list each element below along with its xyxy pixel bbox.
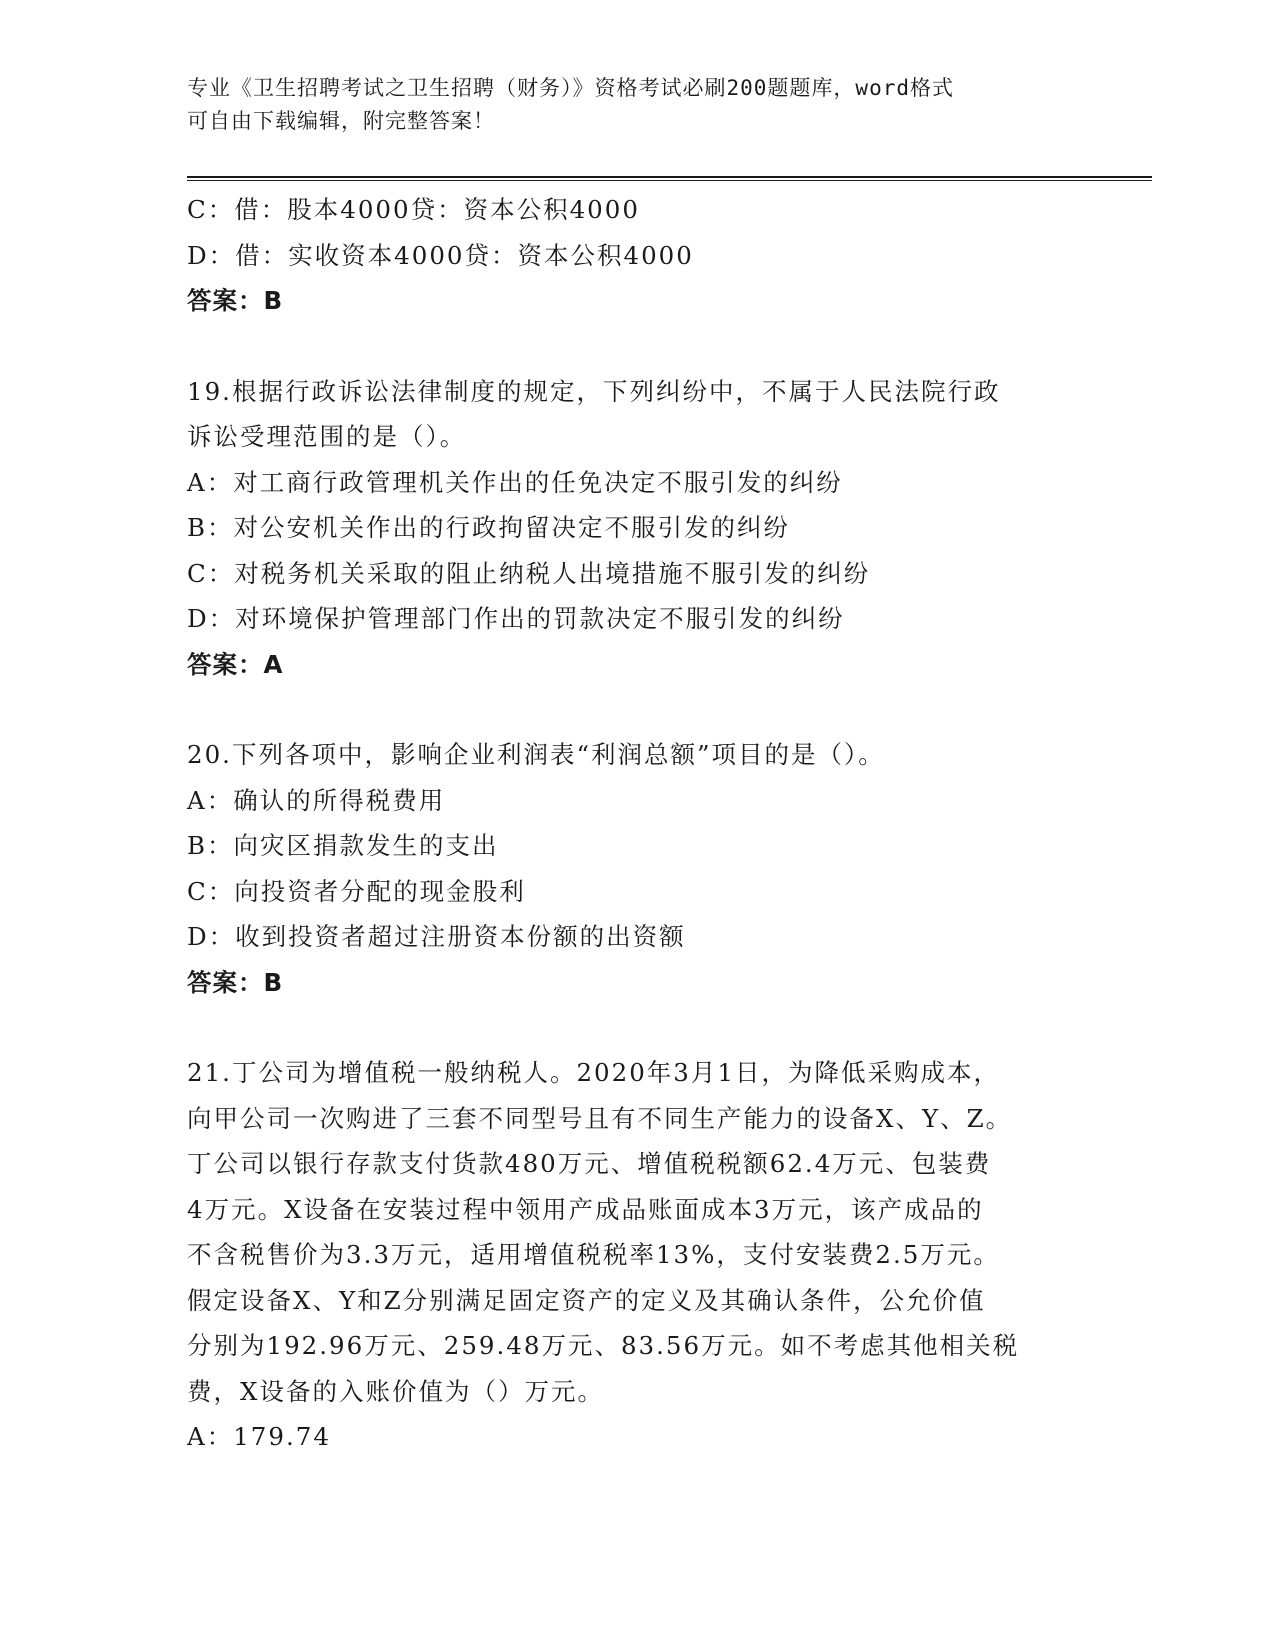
question-spacer xyxy=(187,687,1067,732)
option-b: B：向灾区捐款发生的支出 xyxy=(187,831,499,860)
option-a: A：对工商行政管理机关作出的任免决定不服引发的纠纷 xyxy=(187,467,843,497)
question-list xyxy=(187,187,1067,1460)
question-stem: 向甲公司一次购进了三套不同型号且有不同生产能力的设备X、Y、Z。 xyxy=(187,1103,1013,1133)
question-stem: 20.下列各项中，影响企业利润表“利润总额”项目的是（）。 xyxy=(187,740,885,769)
question-stem: 不含税售价为3.3万元，适用增值税税率13%，支付安装费2.5万元。 xyxy=(187,1240,1000,1269)
question-stem: 丁公司以银行存款支付货款480万元、增值税税额62.4万元、包装费 xyxy=(187,1149,992,1178)
header-divider xyxy=(187,176,1152,181)
header-line: 专业《卫生招聘考试之卫生招聘（财务）》资格考试必刷200题题库，word格式 xyxy=(187,76,954,100)
question-stem: 分别为192.96万元、259.48万元、83.56万元。如不考虑其他相关税 xyxy=(187,1331,1020,1360)
option-c: C：向投资者分配的现金股利 xyxy=(187,876,526,906)
question-stem: 费，X设备的入账价值为（）万元。 xyxy=(187,1376,604,1406)
answer-line: 答案：A xyxy=(187,649,284,679)
question-21 xyxy=(187,1050,1067,1460)
question-stem: 诉讼受理范围的是（）。 xyxy=(187,422,467,451)
question-spacer xyxy=(187,324,1067,369)
question-18-continuation xyxy=(187,187,1067,324)
option-c: C：对税务机关采取的阻止纳税人出境措施不服引发的纠纷 xyxy=(187,558,871,588)
option-b: B：对公安机关作出的行政拘留决定不服引发的纠纷 xyxy=(187,513,791,542)
option-c: C：借：股本4000贷：资本公积4000 xyxy=(187,195,640,224)
question-stem: 19.根据行政诉讼法律制度的规定，下列纠纷中，不属于人民法院行政 xyxy=(187,376,1001,406)
question-stem: 21.丁公司为增值税一般纳税人。2020年3月1日，为降低采购成本， xyxy=(187,1058,1000,1087)
question-19 xyxy=(187,369,1067,688)
question-20 xyxy=(187,732,1067,1005)
document-header xyxy=(187,72,1067,138)
header-line: 可自由下载编辑，附完整答案！ xyxy=(187,109,495,133)
option-d: D：收到投资者超过注册资本份额的出资额 xyxy=(187,922,686,951)
option-d: D：对环境保护管理部门作出的罚款决定不服引发的纠纷 xyxy=(187,604,845,633)
question-stem: 假定设备X、Y和Z分别满足固定资产的定义及其确认条件，公允价值 xyxy=(187,1285,986,1315)
option-d: D：借：实收资本4000贷：资本公积4000 xyxy=(187,240,694,270)
answer-line: 答案：B xyxy=(187,286,284,315)
question-stem: 4万元。X设备在安装过程中领用产成品账面成本3万元，该产成品的 xyxy=(187,1194,984,1224)
answer-line: 答案：B xyxy=(187,967,284,997)
question-spacer xyxy=(187,1005,1067,1050)
option-a: A：179.74 xyxy=(187,1422,331,1451)
option-a: A：确认的所得税费用 xyxy=(187,785,446,815)
